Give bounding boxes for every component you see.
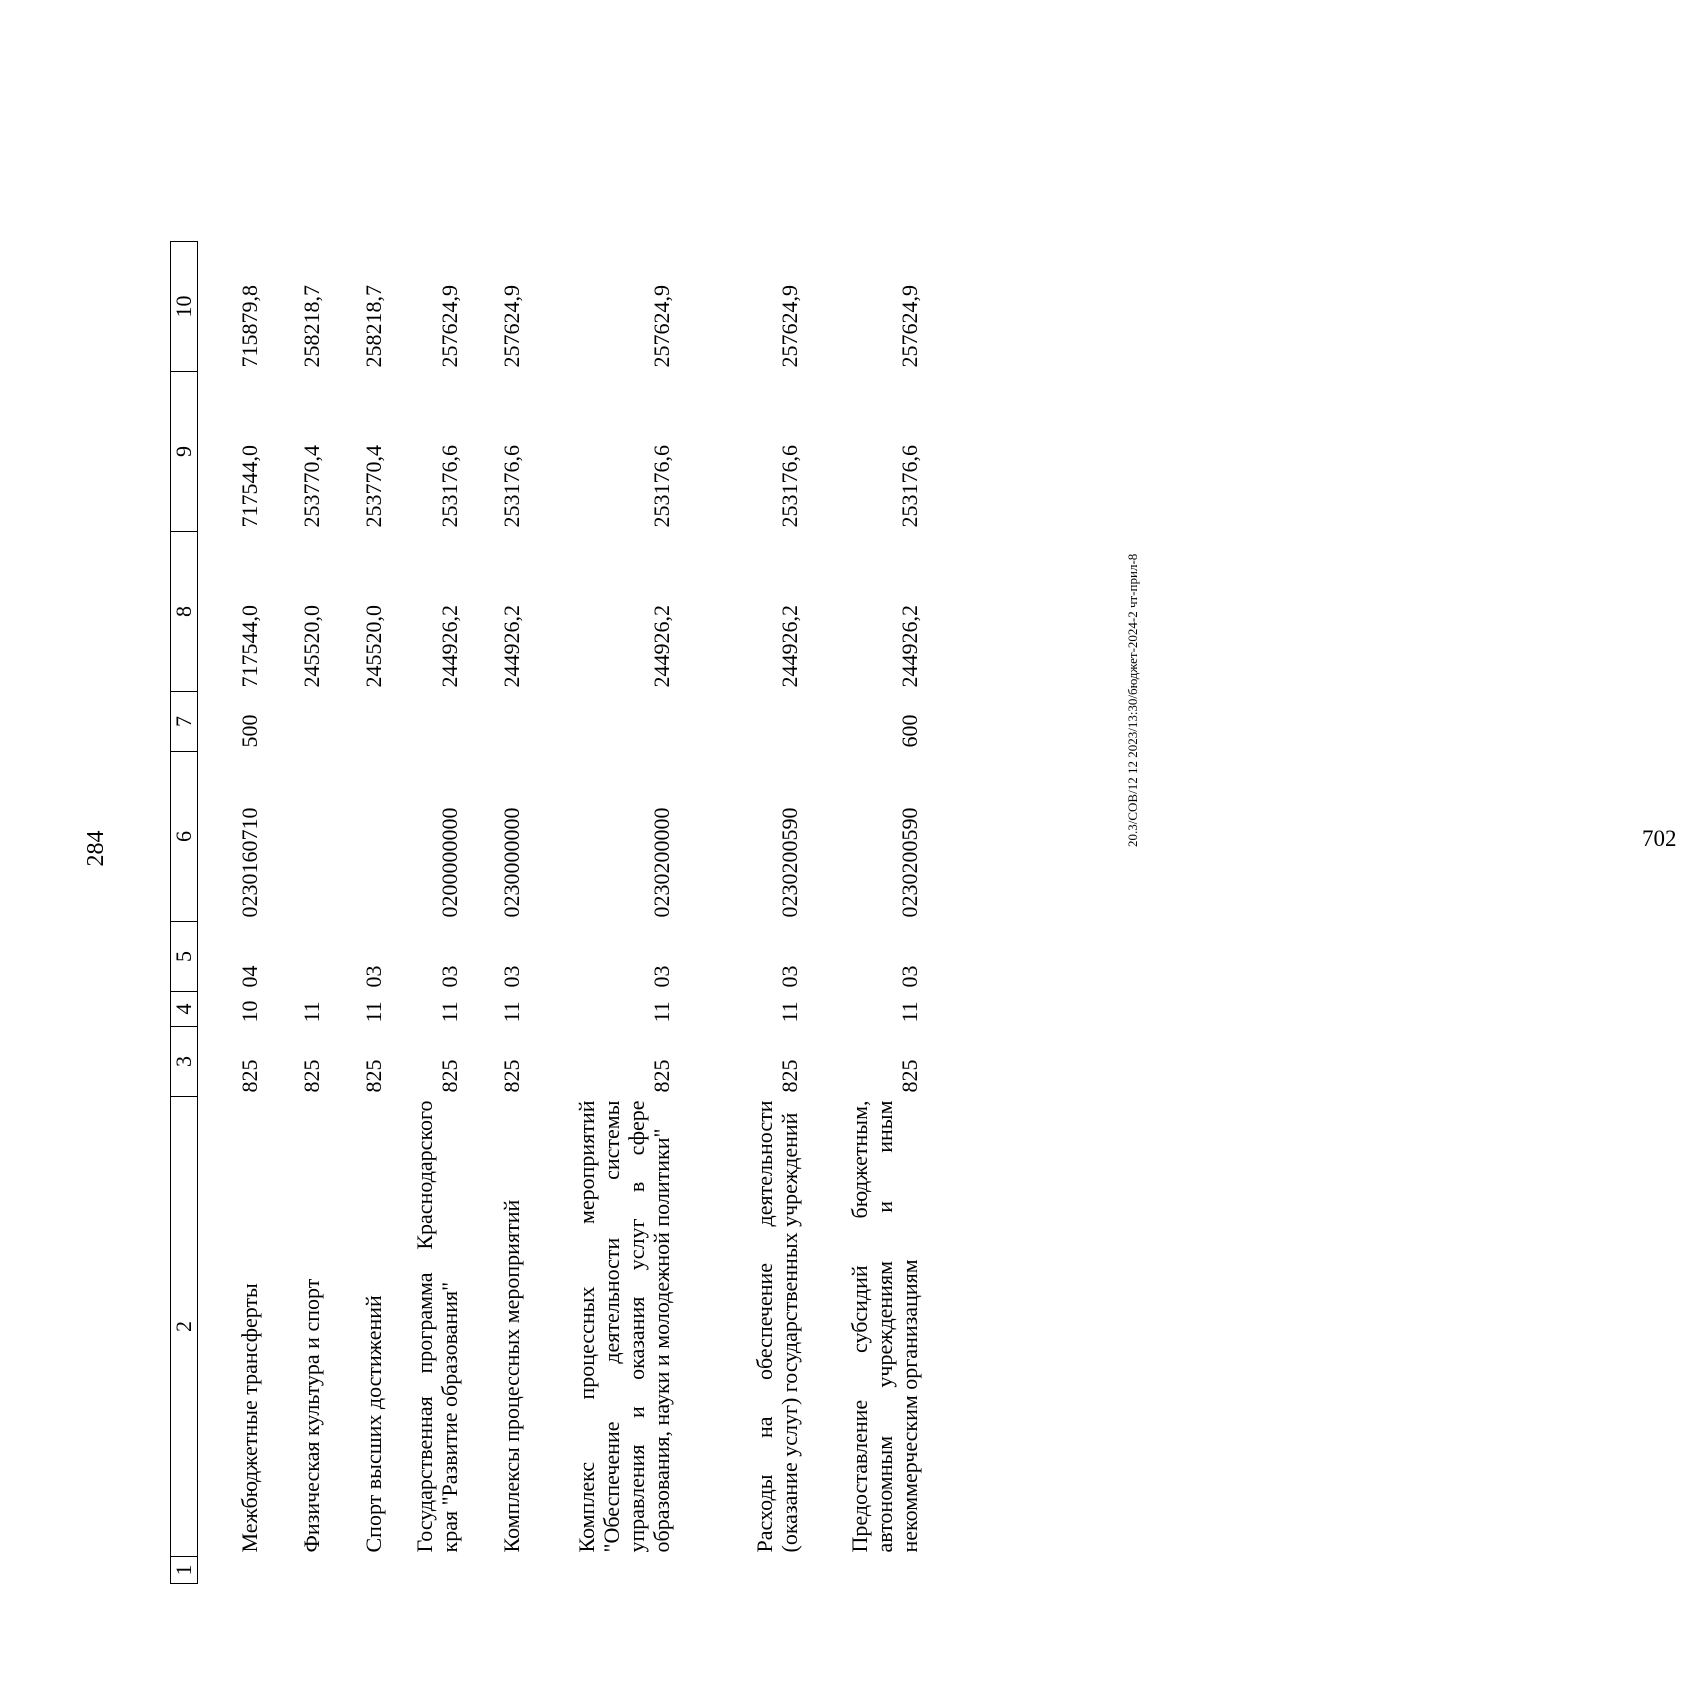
col-header: 1 [171,1557,198,1584]
row-name: Комплекс процессных мероприятий "Обеспечение деятельности системы управления и оказания услуг в сфере образования, науки и молодежной политики" [573,1100,674,1553]
cell-c4: 11 [648,1001,674,1023]
row-index-cell [462,1557,524,1584]
cell-c9: 253176,6 [896,445,922,528]
cell-c4: 11 [776,1001,802,1023]
cell-c8: 244926,2 [648,605,674,688]
row-name: Комплексы процессных мероприятий [498,1199,524,1553]
col-header: 3 [171,1027,198,1097]
cell-c10: 257624,9 [776,285,802,368]
cell-c5: 04 [236,965,262,988]
cell-c6: 0200000000 [436,807,462,918]
table-row [198,242,262,1584]
cell-c6: 0230200590 [776,807,802,918]
row-index-cell [198,1557,262,1584]
cell-c10: 258218,7 [360,285,386,368]
cell-c3: 825 [648,1059,674,1093]
col-header: 4 [171,992,198,1027]
cell-c3: 825 [776,1059,802,1093]
cell-c10: 715879,8 [236,285,262,368]
cell-c9: 253176,6 [436,445,462,528]
cell-c9: 253176,6 [776,445,802,528]
cell-c3: 825 [298,1059,324,1093]
cell-c6 [262,752,324,922]
col-header: 8 [171,532,198,692]
col-header: 10 [171,242,198,372]
table-row [386,242,462,1584]
row-name: Государственная программа Краснодарского края "Развитие образования" [411,1100,462,1553]
cell-c3: 825 [360,1059,386,1093]
table-row [462,242,524,1584]
col-header: 9 [171,372,198,532]
cell-c5: 03 [360,965,386,988]
footer-page-number: 702 [1642,826,1677,851]
cell-c8: 244926,2 [896,605,922,688]
cell-c8: 244926,2 [498,605,524,688]
cell-c8: 244926,2 [776,605,802,688]
cell-c7 [674,692,802,752]
cell-c3: 825 [498,1059,524,1093]
cell-c6: 0230200590 [896,807,922,918]
cell-c6: 0230160710 [236,807,262,918]
cell-c9: 253770,4 [298,445,324,528]
cell-c10: 257624,9 [648,285,674,368]
table-row [802,242,922,1584]
col-header: 2 [171,1097,198,1557]
cell-c7 [524,692,674,752]
document-stamp: 20.3/СОВ/12 12 2023/13:30/бюджет-2024-2 чт-прил-8 [1125,553,1140,847]
budget-table [170,241,922,1584]
cell-c3: 825 [236,1059,262,1093]
cell-c6: 0230000000 [498,807,524,918]
cell-c6 [324,752,386,922]
cell-c8: 244926,2 [436,605,462,688]
cell-c3: 825 [436,1059,462,1093]
cell-c4: 10 [236,1000,262,1023]
cell-c3: 825 [896,1059,922,1093]
cell-c5: 03 [648,965,674,988]
row-index-cell [674,1557,802,1584]
cell-c10: 257624,9 [436,285,462,368]
cell-c10: 258218,7 [298,285,324,368]
cell-c8: 245520,0 [298,605,324,688]
cell-c7 [462,692,524,752]
row-index-cell [802,1557,922,1584]
cell-c7: 500 [236,714,262,748]
row-name: Межбюджетные трансферты [236,1283,262,1553]
cell-c7 [262,692,324,752]
page-number: 284 [83,830,109,867]
cell-c5 [262,922,324,992]
cell-c9: 253176,6 [498,445,524,528]
row-name: Расходы на обеспечение деятельности (оказание услуг) государственных учреждений [751,1100,802,1553]
cell-c10: 257624,9 [896,285,922,368]
cell-c4: 11 [436,1001,462,1023]
cell-c10: 257624,9 [498,285,524,368]
col-header: 5 [171,922,198,992]
table-row [674,242,802,1584]
cell-c5: 03 [436,965,462,988]
cell-c8: 245520,0 [360,605,386,688]
row-index-cell [262,1557,324,1584]
cell-c4: 11 [896,1001,922,1023]
row-index-cell [324,1557,386,1584]
cell-c5: 03 [776,965,802,988]
col-header: 6 [171,752,198,922]
table-header-row [171,242,198,1584]
row-index-cell [386,1557,462,1584]
table-row [524,242,674,1584]
cell-c5: 03 [896,965,922,988]
cell-c8: 717544,0 [236,605,262,688]
cell-c5: 03 [498,965,524,988]
cell-c7 [386,692,462,752]
table-row [262,242,324,1584]
cell-c4: 11 [298,1001,324,1023]
table-row [324,242,386,1584]
cell-c6: 0230200000 [648,807,674,918]
row-name: Физическая культура и спорт [298,1278,324,1553]
row-name: Спорт высших достижений [360,1295,386,1553]
cell-c9: 253176,6 [648,445,674,528]
cell-c9: 717544,0 [236,445,262,528]
cell-c7 [324,692,386,752]
cell-c7: 600 [896,714,922,748]
row-name: Предоставление субсидий бюджетным, автономным учреждениям и иным некоммерческим организациям [846,1100,922,1553]
col-header: 7 [171,692,198,752]
cell-c4: 11 [360,1001,386,1023]
row-index-cell [524,1557,674,1584]
cell-c4: 11 [498,1001,524,1023]
cell-c9: 253770,4 [360,445,386,528]
